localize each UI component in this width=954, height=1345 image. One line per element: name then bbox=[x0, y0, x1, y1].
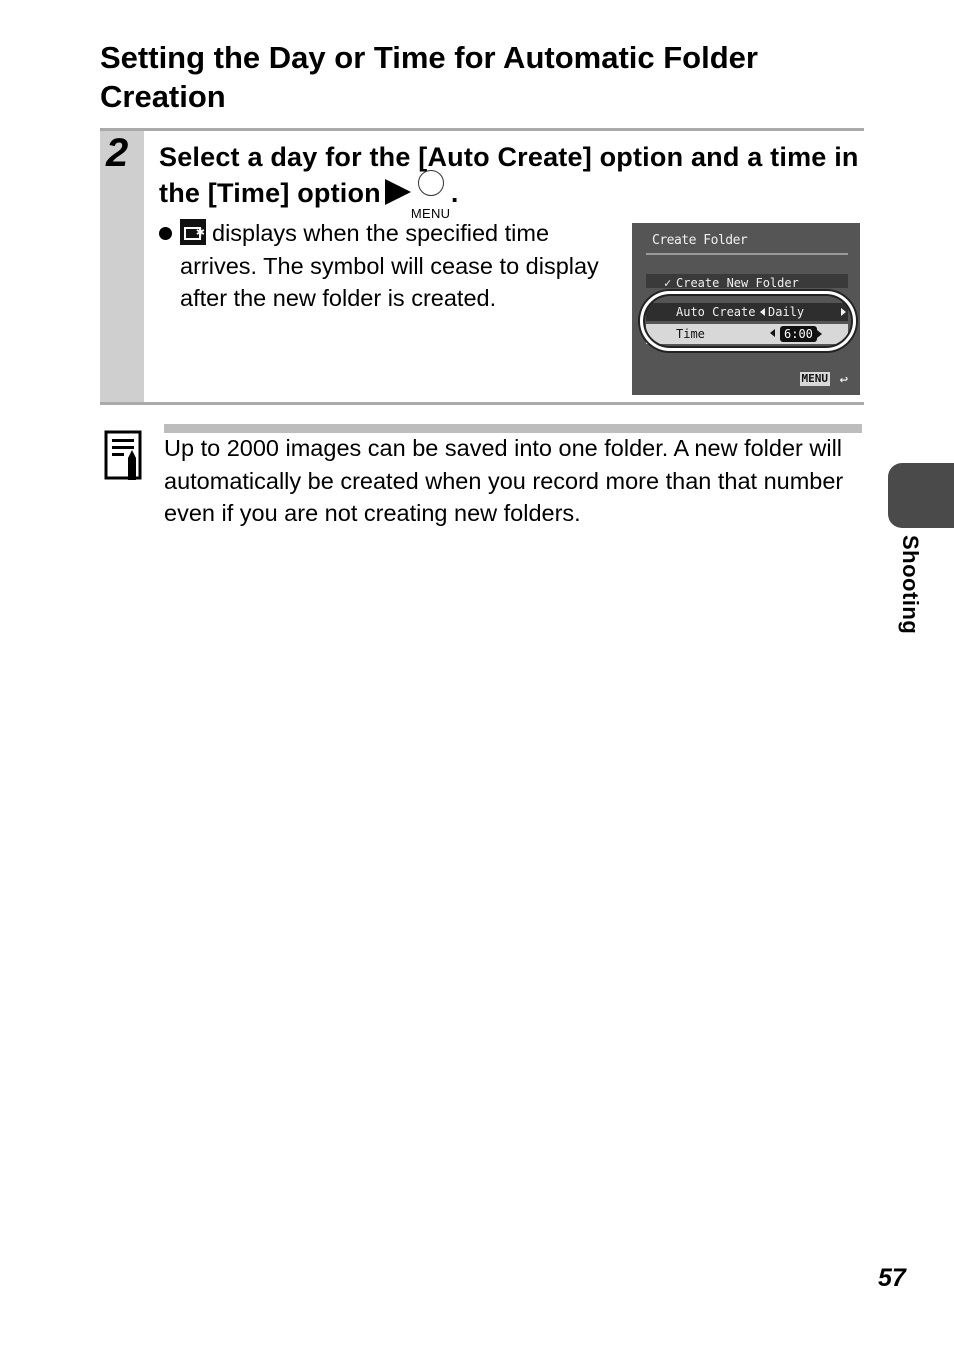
note-icon bbox=[104, 430, 146, 482]
note-text: Up to 2000 images can be saved into one folder. A new folder will automatically be created when you record more than that number even if you are not creating new folders. bbox=[164, 435, 844, 526]
page-number: 57 bbox=[878, 1264, 906, 1292]
step-sidebar bbox=[100, 131, 144, 402]
chapter-tab[interactable] bbox=[888, 463, 954, 528]
step-heading-end: . bbox=[450, 178, 459, 208]
camera-lcd-screenshot bbox=[632, 223, 860, 395]
check-icon: ✓ bbox=[664, 276, 672, 288]
bullet-dot bbox=[159, 227, 172, 240]
bullet-list bbox=[159, 217, 629, 315]
bullet-continuation: arrives. The symbol will cease to display after the new folder is created. bbox=[180, 252, 599, 311]
section-title: Setting the Day or Time for Automatic Folder Creation bbox=[100, 40, 758, 114]
bullet-item bbox=[159, 217, 629, 250]
lcd-row-create-new-folder bbox=[646, 274, 848, 288]
lcd-menu-label: MENU bbox=[801, 372, 828, 385]
lcd-row1-label: Create New Folder bbox=[676, 276, 799, 288]
new-folder-icon bbox=[180, 219, 206, 245]
step-heading bbox=[159, 139, 859, 221]
lcd-time-value: 6:00 bbox=[780, 326, 817, 342]
step-number: 2 bbox=[106, 131, 129, 175]
step-heading-text: Select a day for the [Auto Create] option and a time in the [Time] option bbox=[159, 142, 859, 208]
lcd-time-label: Time bbox=[676, 327, 705, 341]
lcd-title: Create Folder bbox=[652, 233, 748, 248]
step-box bbox=[100, 128, 864, 405]
menu-button-icon bbox=[410, 176, 451, 221]
highlight-ring bbox=[640, 291, 856, 351]
bullet-line1: displays when the specified time bbox=[212, 220, 550, 246]
lcd-auto-create-label: Auto Create bbox=[676, 305, 756, 319]
lcd-divider bbox=[646, 253, 848, 255]
return-icon: ↩ bbox=[839, 372, 848, 388]
menu-button-label: MENU bbox=[410, 206, 451, 221]
lcd-auto-create-value: Daily bbox=[768, 305, 805, 319]
arrow-right-icon bbox=[385, 179, 411, 205]
chapter-tab-label: Shooting bbox=[898, 535, 923, 635]
